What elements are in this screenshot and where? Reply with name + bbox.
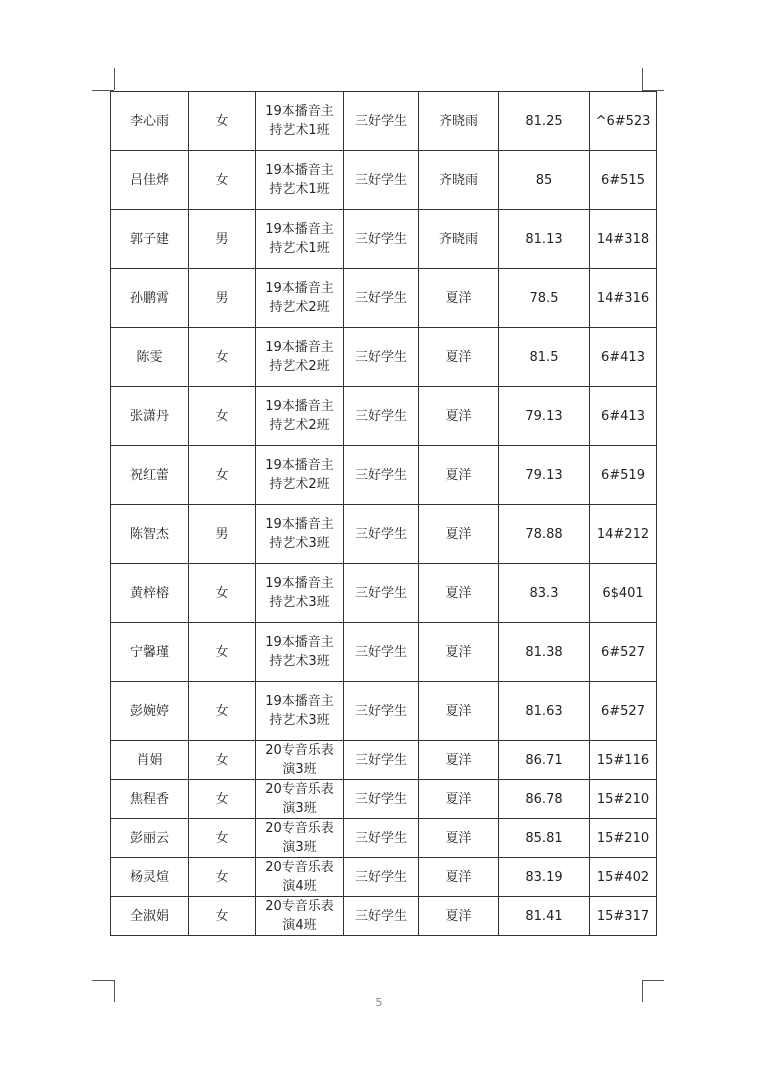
score-cell: 81.13 bbox=[499, 210, 590, 269]
class-cell bbox=[256, 210, 344, 269]
dorm-cell: 15#210 bbox=[590, 819, 657, 858]
honor-cell: 三好学生 bbox=[344, 210, 419, 269]
honor-cell: 三好学生 bbox=[344, 446, 419, 505]
student-name-cell: 陈智杰 bbox=[111, 505, 189, 564]
honor-cell: 三好学生 bbox=[344, 387, 419, 446]
class-name-text: 19本播音主持艺术2班 bbox=[265, 281, 334, 315]
honor-cell: 三好学生 bbox=[344, 858, 419, 897]
honor-cell: 三好学生 bbox=[344, 819, 419, 858]
class-cell bbox=[256, 682, 344, 741]
gender-cell: 女 bbox=[189, 92, 256, 151]
score-cell: 85.81 bbox=[499, 819, 590, 858]
gender-cell: 女 bbox=[189, 858, 256, 897]
class-cell bbox=[256, 505, 344, 564]
table-row bbox=[111, 741, 657, 780]
student-name-cell: 郭子建 bbox=[111, 210, 189, 269]
class-cell bbox=[256, 151, 344, 210]
table-row bbox=[111, 623, 657, 682]
table-row bbox=[111, 682, 657, 741]
dorm-cell: 6$401 bbox=[590, 564, 657, 623]
class-cell bbox=[256, 819, 344, 858]
score-cell: 79.13 bbox=[499, 446, 590, 505]
teacher-cell: 夏洋 bbox=[419, 819, 499, 858]
class-cell bbox=[256, 780, 344, 819]
gender-cell: 女 bbox=[189, 897, 256, 936]
crop-mark-top-right bbox=[642, 68, 643, 90]
student-name-cell: 陈雯 bbox=[111, 328, 189, 387]
table-row bbox=[111, 269, 657, 328]
crop-mark-bottom-right bbox=[642, 980, 664, 981]
score-cell: 83.3 bbox=[499, 564, 590, 623]
gender-cell: 女 bbox=[189, 819, 256, 858]
teacher-cell: 夏洋 bbox=[419, 269, 499, 328]
student-name-cell: 宁馨瑾 bbox=[111, 623, 189, 682]
student-name-cell: 孙鹏霄 bbox=[111, 269, 189, 328]
teacher-cell: 夏洋 bbox=[419, 780, 499, 819]
honor-cell: 三好学生 bbox=[344, 741, 419, 780]
student-name-cell: 焦程香 bbox=[111, 780, 189, 819]
table-row bbox=[111, 151, 657, 210]
table-row bbox=[111, 564, 657, 623]
class-name-text: 19本播音主持艺术2班 bbox=[265, 399, 334, 433]
table-row bbox=[111, 858, 657, 897]
honor-cell: 三好学生 bbox=[344, 897, 419, 936]
score-cell: 86.78 bbox=[499, 780, 590, 819]
student-honor-table bbox=[110, 91, 657, 936]
table-row bbox=[111, 505, 657, 564]
gender-cell: 男 bbox=[189, 210, 256, 269]
teacher-cell: 夏洋 bbox=[419, 328, 499, 387]
score-cell: 83.19 bbox=[499, 858, 590, 897]
teacher-cell: 夏洋 bbox=[419, 623, 499, 682]
student-name-cell: 李心雨 bbox=[111, 92, 189, 151]
score-cell: 81.25 bbox=[499, 92, 590, 151]
teacher-cell: 夏洋 bbox=[419, 741, 499, 780]
student-name-cell: 吕佳烨 bbox=[111, 151, 189, 210]
teacher-cell: 齐晓雨 bbox=[419, 151, 499, 210]
class-name-text: 19本播音主持艺术2班 bbox=[265, 340, 334, 374]
honor-cell: 三好学生 bbox=[344, 92, 419, 151]
class-name-text: 19本播音主持艺术1班 bbox=[265, 104, 334, 138]
table-row bbox=[111, 780, 657, 819]
gender-cell: 女 bbox=[189, 564, 256, 623]
class-cell bbox=[256, 897, 344, 936]
class-cell bbox=[256, 741, 344, 780]
dorm-cell: 6#519 bbox=[590, 446, 657, 505]
teacher-cell: 夏洋 bbox=[419, 858, 499, 897]
score-cell: 86.71 bbox=[499, 741, 590, 780]
dorm-cell: 6#413 bbox=[590, 328, 657, 387]
dorm-cell: 14#212 bbox=[590, 505, 657, 564]
teacher-cell: 夏洋 bbox=[419, 897, 499, 936]
table-row bbox=[111, 92, 657, 151]
student-name-cell: 张潇丹 bbox=[111, 387, 189, 446]
gender-cell: 女 bbox=[189, 151, 256, 210]
class-name-text: 19本播音主持艺术1班 bbox=[265, 163, 334, 197]
class-name-text: 20专音乐表演4班 bbox=[265, 899, 334, 933]
score-cell: 79.13 bbox=[499, 387, 590, 446]
class-name-text: 20专音乐表演3班 bbox=[265, 782, 334, 816]
student-name-cell: 彭丽云 bbox=[111, 819, 189, 858]
teacher-cell: 夏洋 bbox=[419, 446, 499, 505]
honor-cell: 三好学生 bbox=[344, 505, 419, 564]
class-name-text: 19本播音主持艺术3班 bbox=[265, 517, 334, 551]
dorm-cell: 6#515 bbox=[590, 151, 657, 210]
student-name-cell: 杨灵煊 bbox=[111, 858, 189, 897]
score-cell: 81.38 bbox=[499, 623, 590, 682]
student-name-cell: 全淑娟 bbox=[111, 897, 189, 936]
dorm-cell: 15#116 bbox=[590, 741, 657, 780]
class-cell bbox=[256, 269, 344, 328]
class-name-text: 19本播音主持艺术3班 bbox=[265, 635, 334, 669]
dorm-cell: 6#527 bbox=[590, 623, 657, 682]
teacher-cell: 齐晓雨 bbox=[419, 92, 499, 151]
student-name-cell: 彭婉婷 bbox=[111, 682, 189, 741]
gender-cell: 女 bbox=[189, 328, 256, 387]
dorm-cell: 6#527 bbox=[590, 682, 657, 741]
student-name-cell: 祝红蕾 bbox=[111, 446, 189, 505]
honor-cell: 三好学生 bbox=[344, 564, 419, 623]
dorm-cell: 14#316 bbox=[590, 269, 657, 328]
crop-mark-top-left bbox=[114, 68, 115, 90]
gender-cell: 女 bbox=[189, 780, 256, 819]
class-name-text: 19本播音主持艺术1班 bbox=[265, 222, 334, 256]
class-name-text: 19本播音主持艺术3班 bbox=[265, 694, 334, 728]
class-name-text: 19本播音主持艺术2班 bbox=[265, 458, 334, 492]
class-name-text: 20专音乐表演3班 bbox=[265, 821, 334, 855]
class-cell bbox=[256, 387, 344, 446]
table-row bbox=[111, 387, 657, 446]
table-row bbox=[111, 819, 657, 858]
class-cell bbox=[256, 92, 344, 151]
teacher-cell: 夏洋 bbox=[419, 505, 499, 564]
score-cell: 81.41 bbox=[499, 897, 590, 936]
teacher-cell: 夏洋 bbox=[419, 564, 499, 623]
score-cell: 81.5 bbox=[499, 328, 590, 387]
dorm-cell: 15#210 bbox=[590, 780, 657, 819]
table-row bbox=[111, 328, 657, 387]
honor-cell: 三好学生 bbox=[344, 269, 419, 328]
gender-cell: 男 bbox=[189, 269, 256, 328]
honor-cell: 三好学生 bbox=[344, 682, 419, 741]
gender-cell: 女 bbox=[189, 623, 256, 682]
gender-cell: 女 bbox=[189, 682, 256, 741]
class-cell bbox=[256, 328, 344, 387]
score-cell: 81.63 bbox=[499, 682, 590, 741]
table-row bbox=[111, 897, 657, 936]
class-name-text: 20专音乐表演3班 bbox=[265, 743, 334, 777]
dorm-cell: 15#402 bbox=[590, 858, 657, 897]
class-name-text: 19本播音主持艺术3班 bbox=[265, 576, 334, 610]
score-cell: 78.88 bbox=[499, 505, 590, 564]
table-row bbox=[111, 210, 657, 269]
gender-cell: 女 bbox=[189, 741, 256, 780]
gender-cell: 男 bbox=[189, 505, 256, 564]
crop-mark-bottom-left bbox=[92, 980, 114, 981]
honor-cell: 三好学生 bbox=[344, 623, 419, 682]
teacher-cell: 夏洋 bbox=[419, 682, 499, 741]
dorm-cell: 6#413 bbox=[590, 387, 657, 446]
class-name-text: 20专音乐表演4班 bbox=[265, 860, 334, 894]
class-cell bbox=[256, 446, 344, 505]
score-cell: 85 bbox=[499, 151, 590, 210]
gender-cell: 女 bbox=[189, 387, 256, 446]
score-cell: 78.5 bbox=[499, 269, 590, 328]
page-number: 5 bbox=[375, 996, 383, 1009]
teacher-cell: 夏洋 bbox=[419, 387, 499, 446]
dorm-cell: 15#317 bbox=[590, 897, 657, 936]
class-cell bbox=[256, 623, 344, 682]
table-row bbox=[111, 446, 657, 505]
dorm-cell: ^6#523 bbox=[590, 92, 657, 151]
class-cell bbox=[256, 858, 344, 897]
gender-cell: 女 bbox=[189, 446, 256, 505]
teacher-cell: 齐晓雨 bbox=[419, 210, 499, 269]
honor-cell: 三好学生 bbox=[344, 151, 419, 210]
class-cell bbox=[256, 564, 344, 623]
dorm-cell: 14#318 bbox=[590, 210, 657, 269]
student-name-cell: 黄梓榕 bbox=[111, 564, 189, 623]
student-name-cell: 肖娟 bbox=[111, 741, 189, 780]
honor-cell: 三好学生 bbox=[344, 328, 419, 387]
honor-cell: 三好学生 bbox=[344, 780, 419, 819]
